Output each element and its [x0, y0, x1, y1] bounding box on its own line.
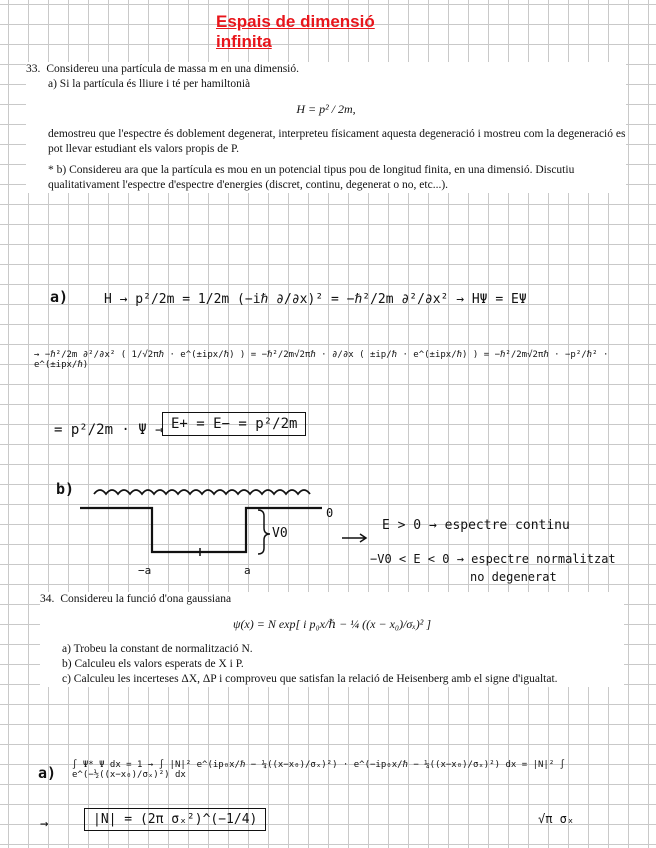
left-edge-label: −a [138, 564, 152, 577]
normalization-equation: ∫ Ψ* Ψ dx = 1 → ∫ |N|² e^(ip₀x/ℏ − ¼((x−x₀)/σₓ)²) · e^(−ip₀x/ℏ − ¼((x−x₀)/σₓ)²) dx = |N|² ∫ e^(−½((x−x₀)/σₓ)²) dx [72, 760, 566, 780]
normalization-boxed-result: |N| = (2π σₓ²)^(−1/4) [84, 808, 266, 831]
handwritten-a-line2: → −ℏ²/2m ∂²/∂x² ( 1/√2πℏ · e^(±ipx/ℏ) ) = −ℏ²/2m√2πℏ · ∂/∂x ( ±ip/ℏ · e^(±ipx/ℏ) ) = −ℏ²/2m√2πℏ · −p²/ℏ² · e^(±ipx/ℏ) [34, 350, 609, 370]
right-edge-label: a [244, 564, 251, 577]
handwritten-34-label: a) [38, 764, 57, 782]
well-depth-brace [258, 510, 270, 554]
spectrum-result-nondegenerate: no degenerat [470, 570, 557, 584]
problem-number: 34. [40, 593, 55, 605]
gaussian-formula: ψ(x) = N exp[ i p₀x/ℏ − ¼ ((x − x₀)/σₓ)² ] [232, 617, 432, 631]
problem-33-intro-text: Considereu una partícula de massa m en una dimensió. [46, 63, 299, 75]
continuum-wave [94, 490, 310, 494]
page-title: Espais de dimensió infinita [216, 12, 375, 51]
well-depth-label: V0 [272, 526, 288, 541]
zero-energy-label: 0 [326, 506, 334, 520]
handwritten-a-line3: = p²/2m · Ψ → [54, 422, 164, 438]
gaussian-integral-result: √π σₓ [538, 812, 575, 826]
problem-number: 33. [26, 63, 41, 75]
hamiltonian-formula: H = p² / 2m, [296, 102, 356, 116]
handwritten-a-label: a) [50, 288, 69, 306]
arrow-right [342, 534, 366, 542]
problem-34-item-a: a) Trobeu la constant de normalització N. [62, 643, 253, 655]
energy-boxed-result: E+ = E− = p²/2m [162, 412, 306, 436]
problem-33-part-b: * b) Considereu ara que la partícula es mou en un potencial tipus pou de longitud finita, en una dimensió. Discutiu qualitativament l'espectre d'espectre d'energies (discret, continu, degenerat o no, etc...). [48, 164, 575, 191]
problem-33-part-a: a) Si la partícula és lliure i té per hamiltonià [48, 78, 251, 90]
problem-34-intro-text: Considereu la funció d'ona gaussiana [60, 593, 232, 605]
problem-34-item-b: b) Calculeu els valors esperats de X i P. [62, 658, 244, 670]
problem-33-text-after: demostreu que l'espectre és doblement degenerat, interpreteu físicament aquesta degeneració i mostreu com la degeneració es pot llevar estudiant els valors propis de P. [48, 128, 626, 155]
handwritten-a-line1: H → p²/2m = 1/2m (−iℏ ∂/∂x)² = −ℏ²/2m ∂²/∂x² → HΨ = EΨ [104, 292, 527, 307]
spectrum-result-continuous: E > 0 → espectre continu [382, 518, 570, 533]
arrow-to-result: → [40, 816, 49, 832]
problem-34 [40, 592, 624, 687]
problem-34-intro [40, 592, 624, 607]
handwritten-b-label: b) [56, 480, 75, 498]
problem-34-item-c: c) Calculeu les incerteses ΔX, ΔP i comproveu que satisfan la relació de Heisenberg amb el signe d'igualtat. [62, 673, 558, 685]
spectrum-result-bound: −V0 < E < 0 → espectre normalitzat [370, 552, 616, 566]
